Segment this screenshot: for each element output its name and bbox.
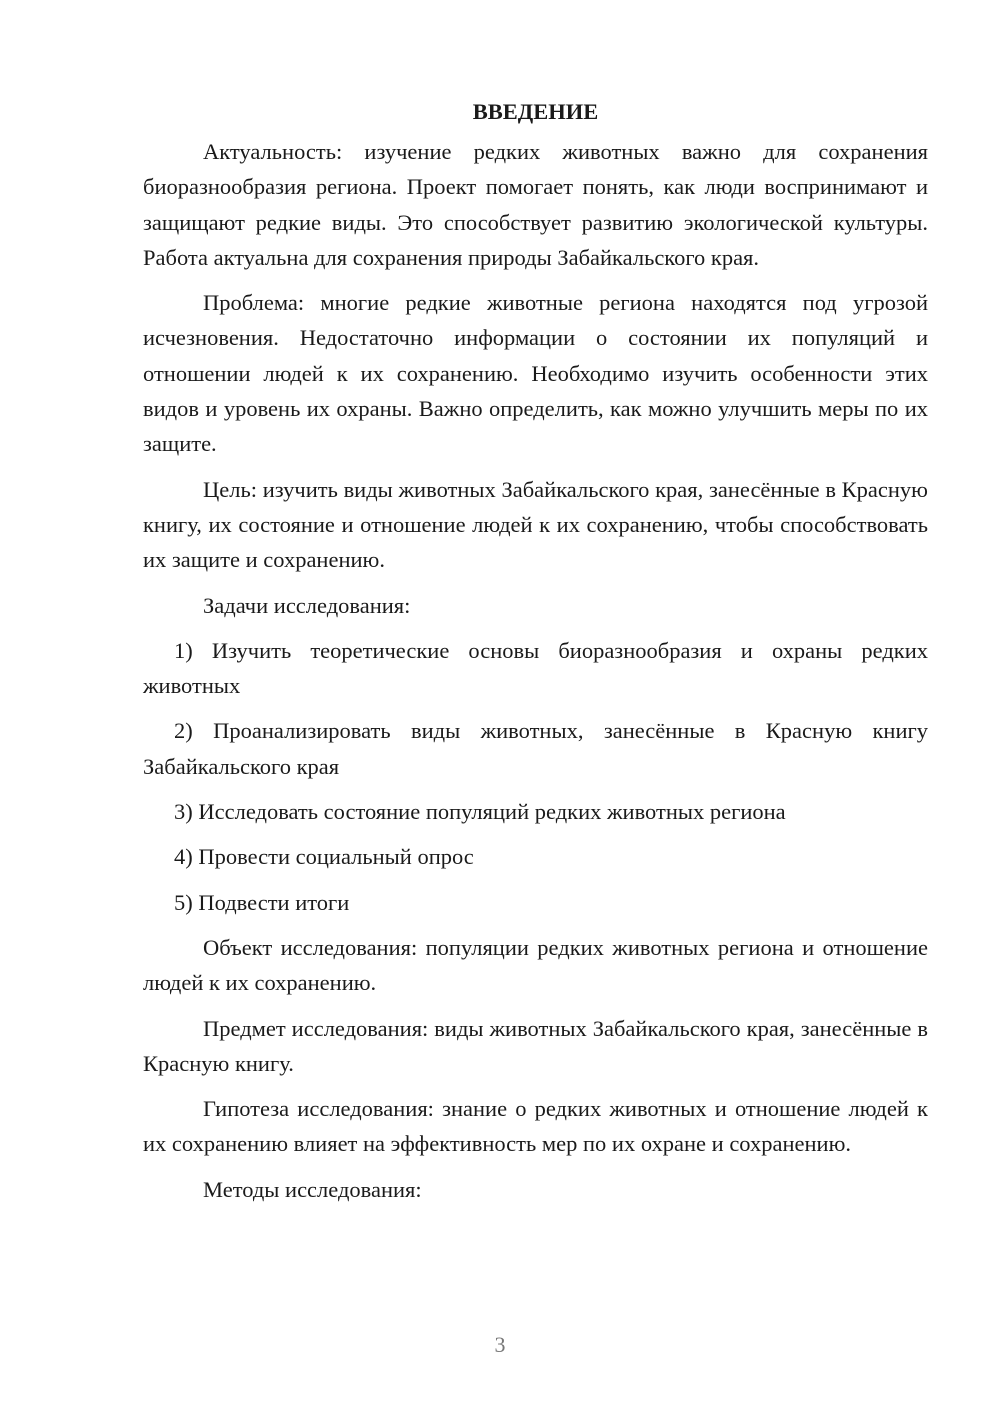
goal-paragraph: Цель: изучить виды животных Забайкальского края, занесённые в Красную книгу, их состояние и отношение людей к их сохранению, чтобы способствовать их защите и сохранению. xyxy=(143,476,928,573)
object-paragraph: Объект исследования: популяции редких животных региона и отношение людей к их сохранению. xyxy=(143,934,928,996)
tasks-heading: Задачи исследования: xyxy=(203,592,411,618)
task-item-2: 2) Проанализировать виды животных, занесённые в Красную книгу Забайкальского края xyxy=(143,718,928,779)
task-item-1: 1) Изучить теоретические основы биоразнообразия и охраны редких животных xyxy=(143,637,928,699)
relevance-paragraph: Актуальность: изучение редких животных важно для сохранения биоразнообразия региона. Проект помогает понять, как люди воспринимают и защищают редкие виды. Это способствует развитию экологической культуры. Работа актуальна для сохранения природы Забайкальского края. xyxy=(143,139,928,270)
page-number: 3 xyxy=(494,1332,506,1357)
page-title: ВВЕДЕНИЕ xyxy=(472,99,599,124)
task-item-3: 3) Исследовать состояние популяций редких животных региона xyxy=(174,799,786,825)
hypothesis-paragraph: Гипотеза исследования: знание о редких животных и отношение людей к их сохранению влияет на эффективность мер по их охране и сохранению. xyxy=(143,1096,928,1157)
methods-heading: Методы исследования: xyxy=(203,1176,422,1202)
subject-paragraph: Предмет исследования: виды животных Забайкальского края, занесённые в Красную книгу. xyxy=(143,1015,928,1076)
document-page xyxy=(143,94,928,1207)
problem-paragraph: Проблема: многие редкие животные региона находятся под угрозой исчезновения. Недостаточно информации о состоянии их популяций и отношении людей к их сохранению. Необходимо изучить особенности этих видов и уровень их охраны. Важно определить, как можно улучшить меры по их защите. xyxy=(143,290,928,457)
task-item-5: 5) Подвести итоги xyxy=(174,889,350,915)
task-item-4: 4) Провести социальный опрос xyxy=(174,844,474,870)
